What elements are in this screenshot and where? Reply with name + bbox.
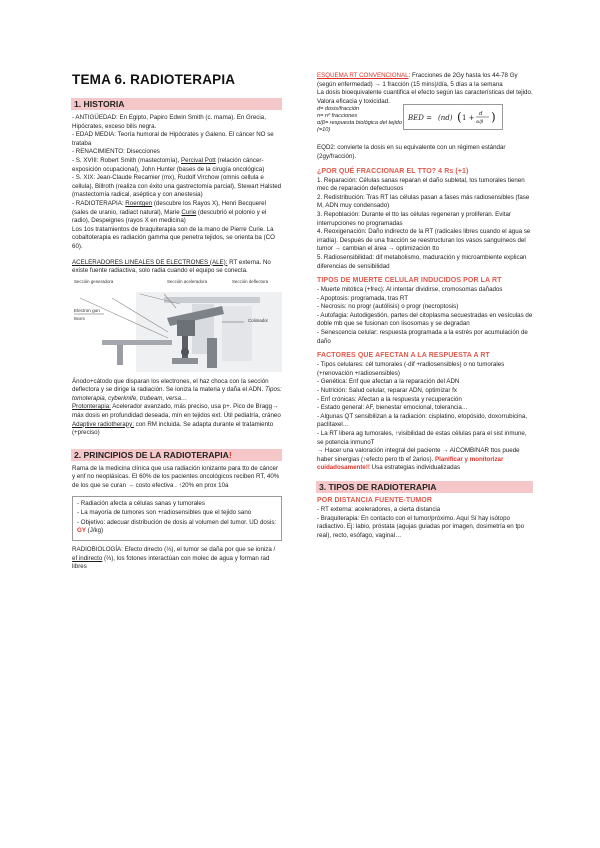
- pott-link: Percival Pott: [181, 156, 216, 164]
- left-column: [72, 72, 282, 572]
- factor-item: - Nutrición: Salud celular, reparar ADN, optimizar fx: [317, 387, 457, 395]
- figure-label-generadora: Sección generadora: [74, 278, 114, 284]
- historia-renacimiento: - RENACIMIENTO: Disecciones: [72, 148, 160, 156]
- muerte-item: - Apoptosis: programada, tras RT: [317, 294, 409, 302]
- figure-label-deflectora: Sección deflectora: [232, 278, 269, 284]
- svg-text:α/β: α/β: [476, 120, 484, 126]
- rs-item: 4. Reoxigenación: Daño indirecto de la RT (radicales libres cuando el agua se irradia). Después de una fracción se reestructuran los vasos sanguíneos del tumor → cambian el área → optimización tto: [317, 228, 531, 253]
- heading-principios: 2. PRINCIPIOS DE LA RADIOTERAPIA!: [71, 449, 282, 461]
- rs-item: 3. Repoblación: Durante el tto las células regeneran y proliferan. Evitar interrupciones no programadas: [317, 210, 511, 227]
- factor-item: - Genética: Enf que afectan a la reparación del ADN: [317, 378, 460, 386]
- right-column: [317, 72, 533, 540]
- bed-formula-graphic: [407, 107, 501, 127]
- esquema-bed-intro: La dosis bioequivalente cuantifica el efecto según las características del tejido. Valora eficacia y toxicidad.: [317, 89, 533, 105]
- principios-box: [72, 496, 282, 541]
- historia-radioterapia: - RADIOTERAPIA: Roentgen (descubre los Rayos X), Henri Becquerel (sales de uranio, radiact natural), Marie Curie (descubrió el polonio y el radio), Despeignes (rayos X en medicina): [72, 199, 267, 225]
- ale-intro: ACELERADORES LINEALES DE ELECTRONES (ALE): RT externa. No existe fuente radiactiva, solo radia cuando el equipo se conecta.: [72, 258, 271, 275]
- svg-text:): ): [491, 110, 496, 125]
- historia-braquiterapia: Los 1os tratamientos de braquiterapia son de la mano de Pierre Curie. La cobaltoterapia es radiación gamma que penetra tejidos, se orienta ba (CO 60).: [72, 225, 275, 250]
- adaptive-radiotherapy: Adaptive radiotherapy: con RM incluida. Se adapta durante el tratamiento (+preciso): [72, 420, 274, 437]
- muerte-item: - Autofagia: Autodigestión, partes del citoplasma secuestradas en vesículas de doble mb que se fusionan con lisosomas y se degradan: [317, 311, 533, 328]
- ale-description: Ánodo+cátodo que disparan los electrones, el haz choca con la sección deflectora y se dirige la radiación. Se ioniza la materia y daña el ADN. Tipos: tomoterapia, cyberknife, trubeam, versa…: [72, 377, 282, 402]
- heading-tipos-rt: 3. TIPOS DE RADIOTERAPIA: [316, 481, 533, 493]
- bed-formula: [403, 104, 503, 130]
- linac-illustration: [72, 280, 282, 374]
- historia-antiguedad: - ANTIGÜEDAD: En Egipto, Papiro Edwin Smith (c. mama). En Grecia, Hipócrates, exceso bilis negra.: [72, 114, 266, 130]
- heading-historia: 1. HISTORIA: [71, 98, 282, 110]
- historia-s18: - S. XVIII: Robert Smith (mastectomía), Percival Pott (relación cáncer- exposición ocupacional), John Hunter (bases de la cirugía oncológica): [72, 156, 265, 173]
- historia-edad-media: - EDAD MEDIA: Teoría humoral de Hipócrates y Galeno. El cáncer NO se trataba: [72, 131, 274, 147]
- esquema-rt: ESQUEMA RT CONVENCIONAL: Fracciones de 2Gy hasta los 44-78 Gy (según enfermedad) → 1 fracción (15 mins)/día, 5 días a la semana: [317, 72, 518, 88]
- bed-def-d: d= dosis/fracción: [317, 106, 360, 113]
- factor-item: - Algunas QT sensibilizan a la radiación: cisplatino, etopósido, doxorrubicina, paclitaxel…: [317, 412, 528, 429]
- figure-label-aceleradora: Sección aceleradora: [167, 278, 208, 284]
- principios-box-item: - Objetivo: adecuar distribución de dosis al volumen del tumor. UD dosis: GY (J/kg): [77, 518, 277, 535]
- factor-item: - Enf crónicas: Afectan a la respuesta y recuperación: [317, 395, 462, 403]
- svg-text:1 +: 1 +: [462, 114, 475, 123]
- principios-intro: Rama de la medicina clínica que usa radiación ionizante para tto de cáncer y enf no neoplásicas. El 60% de los pacientes oncológicos reciben RT, 40% de los que se curan → costo efectiva . ↑20% en prox 10a: [72, 464, 280, 490]
- svg-text:(: (: [457, 110, 462, 125]
- bed-def-n: n= nº fracciones: [317, 113, 358, 120]
- principios-box-item: - La mayoría de tumores son +radiosensibles que el tejido sano: [77, 509, 252, 517]
- muerte-item: - Necrosis: no progr (autólisis) o progr (necroptosis): [317, 303, 459, 311]
- page-title: TEMA 6. RADIOTERAPIA: [72, 72, 236, 87]
- factor-item: - Tipos celulares: cél tumorales (-dif +radiosensibles) o no tumorales (+renovación +radiosensibles): [317, 361, 505, 377]
- linac-diagram: [72, 280, 282, 374]
- factor-item: - Estado general: AF, bienestar emocional, tolerancia…: [317, 404, 468, 412]
- eqd2: EQD2: convierte la dosis en su equivalente con un régimen estándar (2gy/fracción).: [317, 144, 506, 160]
- tipos-rt-externa: - RT externa: aceleradores, a cierta distancia: [317, 505, 441, 513]
- factor-conclusion: → Hacer una valoración integral del paciente → AICOMBINAR ttos puede haber sinergias (↑efecto pero tb ef 2arios). Planificar y monitorizar cuidadosamente!! Usa estrategias individualizadas: [317, 447, 520, 472]
- svg-text:Beam: Beam: [74, 315, 85, 321]
- heading-factores: FACTORES QUE AFECTAN A LA RESPUESTA A RT: [317, 352, 490, 360]
- heading-fraccionar: ¿POR QUÉ FRACCIONAR EL TTO? 4 Rs (+1): [317, 167, 469, 175]
- factor-item: - La RT libera ag tumorales, ↑visibilidad de estas células para el sist inmune, se potencia inmunoT: [317, 430, 527, 446]
- protonterapia: Protonterapia: Acelerador avanzado, más preciso, usa p+. Pico de Bragg→ máx dosis en profundidad deseada, mín en tejidos ext. Útil pediatría, cráneo: [72, 403, 281, 420]
- svg-text:d: d: [479, 111, 483, 118]
- rs-item: 1. Reparación: Células sanas reparan el daño subletal, los tumorales tienen mec de reparación defectuosos: [317, 176, 525, 193]
- bed-block: [317, 106, 533, 144]
- svg-text:Electron gun: Electron gun: [74, 307, 100, 313]
- bed-def-ab: α/β= respuesta biológica del tejido (=10): [317, 120, 402, 134]
- figure-label-colimador: Colimador: [248, 317, 269, 323]
- muerte-item: - Muerte mitótica (+frec): Al intentar dividirse, cromosomas dañados: [317, 286, 503, 294]
- rs-item: 2. Redistribución: Tras RT las células pasan a fases más radiosensibles (fase M, ADN muy condensado): [317, 193, 530, 210]
- heading-muerte-celular: TIPOS DE MUERTE CELULAR INDUCIDOS POR LA RT: [317, 277, 502, 285]
- radiobiologia: RADIOBIOLOGÍA: Efecto directo (⅓), el tumor se daña por que se ioniza / ef indirecto (⅔), los fotones interactúan con molec de agua y forman rad libres: [72, 546, 276, 571]
- svg-text:BED =: BED =: [408, 114, 432, 123]
- rs-item: 5. Radiosensibilidad: dif metabolismo, maduración y microambiente explican diferencias de sensibilidad: [317, 253, 527, 270]
- muerte-item: - Senescencia celular: respuesta programada a la estrés por acumulación de daño: [317, 329, 528, 345]
- svg-text:(nd): (nd): [438, 114, 453, 123]
- subheading-distancia: POR DISTANCIA FUENTE-TUMOR: [317, 496, 432, 504]
- tipos-braquiterapia: - Braquiterapia: En contacto con el tumor/próximo. Aquí Sí hay isótopo radiactivo. Ej: labio, próstata (agujas guiadas por imagen, dosimetría en tpo real), recto, esófago, vaginal…: [317, 514, 525, 539]
- principios-box-item: - Radiación afecta a células sanas y tumorales: [77, 499, 205, 507]
- historia-s19: - S. XIX: Jean-Claude Recamier (mx), Rudolf Virchow (omnis cellula e cellula), Billroth (realiza con éxito una gastrectomía parcial), Stewart Halsted (mastectomía radical, aséptica y con anestesia): [72, 174, 282, 199]
